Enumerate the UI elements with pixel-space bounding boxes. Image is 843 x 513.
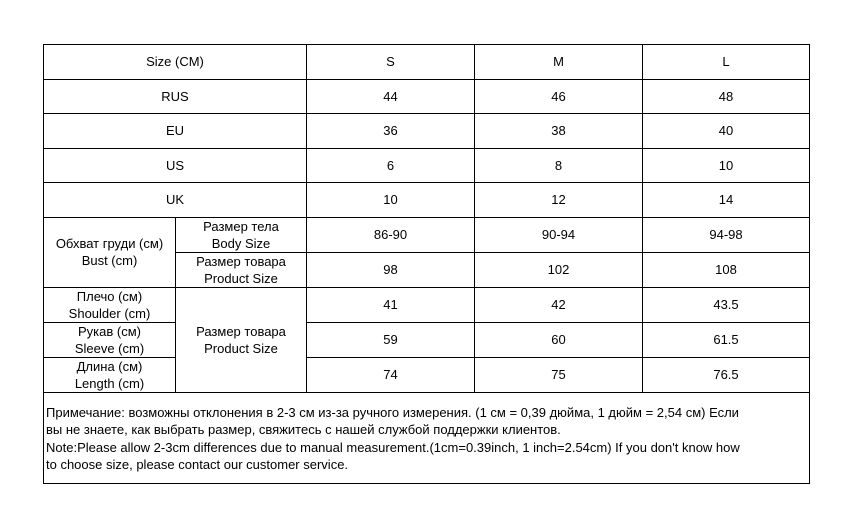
cell-value: 59 (307, 322, 475, 357)
product-size-label-ru: Размер товара (196, 253, 286, 269)
note-text (44, 392, 810, 483)
size-header-s: S (307, 45, 475, 80)
size-chart-table (43, 44, 810, 484)
row-label-eu: EU (44, 114, 307, 149)
table-row-bust-body (44, 217, 810, 252)
shoulder-label (44, 287, 176, 322)
length-label-ru: Длина (см) (76, 358, 143, 374)
cell-value: 40 (643, 114, 810, 149)
body-size-label-en: Body Size (211, 235, 271, 251)
cell-value: 98 (307, 252, 475, 287)
cell-value: 42 (475, 287, 643, 322)
cell-value: 108 (643, 252, 810, 287)
cell-value: 10 (307, 183, 475, 218)
shoulder-label-en: Shoulder (cm) (68, 305, 151, 321)
cell-value: 41 (307, 287, 475, 322)
cell-value: 60 (475, 322, 643, 357)
table-row-us (44, 148, 810, 183)
cell-value: 6 (307, 148, 475, 183)
cell-value: 43.5 (643, 287, 810, 322)
row-label-uk: UK (44, 183, 307, 218)
note-en-line-2: to choose size, please contact our customer service. (46, 457, 349, 472)
cell-value: 36 (307, 114, 475, 149)
row-label-rus: RUS (44, 79, 307, 114)
note-ru-line-1: Примечание: возможны отклонения в 2-3 см из-за ручного измерения. (1 см = 0,39 дюйма, 1 дюйм = 2,54 см) Если (46, 404, 739, 420)
cell-value: 86-90 (307, 217, 475, 252)
table-row-rus (44, 79, 810, 114)
bust-label-ru: Обхват груди (см) (55, 236, 164, 251)
sleeve-label (44, 322, 176, 357)
product-size-group-label-en: Product Size (204, 340, 278, 356)
cell-value: 61.5 (643, 322, 810, 357)
bust-label (44, 217, 176, 287)
cell-value: 76.5 (643, 357, 810, 392)
note-ru-line-2: вы не знаете, как выбрать размер, свяжитесь с нашей службой поддержки клиентов. (46, 422, 561, 437)
table-row-sleeve (44, 322, 810, 357)
body-size-label (176, 217, 307, 252)
note-row (44, 392, 810, 483)
product-size-group-label (176, 287, 307, 392)
cell-value: 90-94 (475, 217, 643, 252)
cell-value: 10 (643, 148, 810, 183)
body-size-label-ru: Размер тела (203, 218, 279, 234)
header-row (44, 45, 810, 80)
sleeve-label-ru: Рукав (см) (78, 323, 141, 339)
cell-value: 14 (643, 183, 810, 218)
bust-label-en: Bust (cm) (81, 253, 138, 268)
cell-value: 94-98 (643, 217, 810, 252)
length-label-en: Length (cm) (74, 375, 145, 391)
size-header-label: Size (CM) (44, 45, 307, 80)
table-row-uk (44, 183, 810, 218)
length-label (44, 357, 176, 392)
cell-value: 75 (475, 357, 643, 392)
cell-value: 102 (475, 252, 643, 287)
table-row-length (44, 357, 810, 392)
size-header-l: L (643, 45, 810, 80)
cell-value: 74 (307, 357, 475, 392)
table-row-eu (44, 114, 810, 149)
table-row-shoulder (44, 287, 810, 322)
row-label-us: US (44, 148, 307, 183)
product-size-label-en: Product Size (204, 270, 278, 286)
cell-value: 8 (475, 148, 643, 183)
note-en-line-1: Note:Please allow 2-3cm differences due to manual measurement.(1cm=0.39inch, 1 inch=2.54cm) If you don't know how (46, 439, 740, 455)
product-size-label (176, 252, 307, 287)
cell-value: 48 (643, 79, 810, 114)
size-header-m: M (475, 45, 643, 80)
product-size-group-label-ru: Размер товара (196, 323, 286, 339)
cell-value: 12 (475, 183, 643, 218)
cell-value: 44 (307, 79, 475, 114)
cell-value: 46 (475, 79, 643, 114)
shoulder-label-ru: Плечо (см) (76, 288, 143, 304)
cell-value: 38 (475, 114, 643, 149)
sleeve-label-en: Sleeve (cm) (74, 340, 145, 356)
